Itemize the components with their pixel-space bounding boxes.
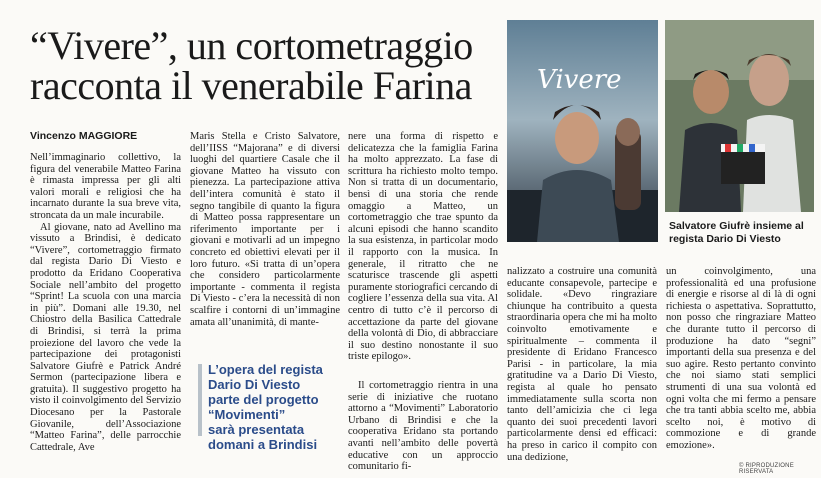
article-column-4 <box>507 266 657 463</box>
movie-poster-image <box>507 20 658 242</box>
copyright-credit: © RIPRODUZIONE RISERVATA <box>739 463 794 475</box>
photo-caption: Salvatore Giufrè insieme al regista Dario Di Viesto <box>669 220 804 245</box>
paragraph: Al giovane, nato ad Avellino ma vissuto a Brindisi, è dedicato “Vivere”, cortometraggio firmato dal regista Dario Di Viesto e prodotto da Eridano Cooperativa Sociale nell’ambito del progetto “Sprint! La scuola con una marcia in più”. Domani alle 19.30, nel Chiostro della Basilica Cattedrale di Brindisi, si terrà la prima proiezione del lavoro che vede la partecipazione dei protagonisti Salvatore Giufrè e Patrick André Sermon (partecipazione libera e gratuita). Il suggestivo progetto ha visto il coinvolgimento del Servizio Diocesano per la Pastorale Giovanile, dell’Associazione “Matteo Farina”, delle parrocchie Cattedrale, Ave <box>30 221 181 453</box>
article-column-3b <box>348 380 498 473</box>
pullquote-line: domani a Brindisi <box>208 437 318 452</box>
byline: Vincenzo MAGGIORE <box>30 130 138 142</box>
paragraph: nere una forma di rispetto e delicatezza che la famiglia Farina ha molto apprezzato. La fase di scrittura ha richiesto molto tempo. Non si tratta di un documentario, bensì di una storia che rende omaggio a Matteo, un cortometraggio che trae spunto da alcuni episodi che hanno scandito la sua esistenza, in particolar modo il rapporto con la musica. In generale, il ritratto che ne scaturisce trascende gli aspetti puramente storiografici cercando di cogliere l’essenza della sua vita. Al centro di tutto c’è il percorso di accettazione da parte del giovane della volontà di Dio, di abbracciare il suo destino nonostante il suo triste epilogo». <box>348 131 498 363</box>
pullquote-line: parte del progetto <box>208 392 319 407</box>
director-actor-photo <box>665 20 814 212</box>
photo-illustration <box>665 20 814 212</box>
pullquote-line: “Movimenti” <box>208 407 286 422</box>
pullquote-line: Dario Di Viesto <box>208 377 301 392</box>
pullquote-line: L’opera del regista <box>208 362 323 377</box>
poster-title: Vivere <box>537 65 622 95</box>
headline-line-1: “Vivere”, un cortometraggio <box>30 23 473 68</box>
pullquote-bar <box>198 364 202 436</box>
headline <box>30 23 510 108</box>
article-column-2 <box>190 131 340 328</box>
clapperboard-icon <box>721 144 765 184</box>
paragraph: Il cortometraggio rientra in una serie di iniziative che ruotano attorno a “Movimenti” Laboratorio Urbano di Brindisi e che la cooperativa Eridano sta portando avanti nell’ambito delle povertà educative con un approccio comunitario fi- <box>348 380 498 473</box>
paragraph: un coinvolgimento, una professionalità ed una profusione di energie e risorse al di là di ogni richiesta o aspettativa. Soprattutto, non posso che ringraziare Matteo che durante tutto il percorso di produzione ha dato “segni” importanti della sua presenza e del suo agire. Resto pertanto convinto che noi siamo stati semplici strumenti di una sua volontà ed ogni volta che mi fermo a pensare che tra tanti abbia scelto me, abbia scelto noi, è motivo di commozione e di grande emozione». <box>666 266 816 451</box>
article-column-5 <box>666 266 816 452</box>
headline-line-2: racconta il venerabile Farina <box>30 63 472 108</box>
paragraph: Maris Stella e Cristo Salvatore, dell’IISS “Majorana” e di diversi luoghi del quartiere Casale che il giovane Matteo ha vissuto con pienezza. La partecipazione attiva dell’intera comunità è stato il segno tangibile di quanto la figura di Matteo possa rappresentare un riferimento importante per i giovani e motivarli ad un impegno concreto ed obiettivi elevati per il loro futuro. «Si tratta di un’opera che considero particolarmente importante - commenta il regista Di Viesto - c’era la necessità di non scalfire i contorni di un’immagine amata all’unanimità, di mante- <box>190 131 340 328</box>
article-column-3 <box>348 131 498 363</box>
paragraph: Nell’immaginario collettivo, la figura del venerabile Matteo Farina è rimasta impressa per gli alti valori morali e religiosi che ha incarnato durante la sua breve vita, stroncata da un male incurabile. <box>30 152 181 221</box>
poster-illustration <box>507 20 658 242</box>
article-column-1 <box>30 152 181 453</box>
pullquote <box>208 362 339 452</box>
paragraph: nalizzato a costruire una comunità educante consapevole, partecipe e solidale. «Devo ringraziare chiunque ha contribuito a questa straordinaria opera che mi ha molto coinvolto emotivamente e spiritualmente – commenta il presidente di Eridano Francesco Parisi - in particolare, la mia gratitudine va a Dario Di Viesto, regista al quale ho pensato immediatamente sulla scorta non tanto dell’amicizia che ci lega quanto dei suoi precedenti lavori particolarmente densi ed efficaci: ha preso in carico il compito con una dedizione, <box>507 266 657 463</box>
pullquote-line: sarà presentata <box>208 422 305 437</box>
